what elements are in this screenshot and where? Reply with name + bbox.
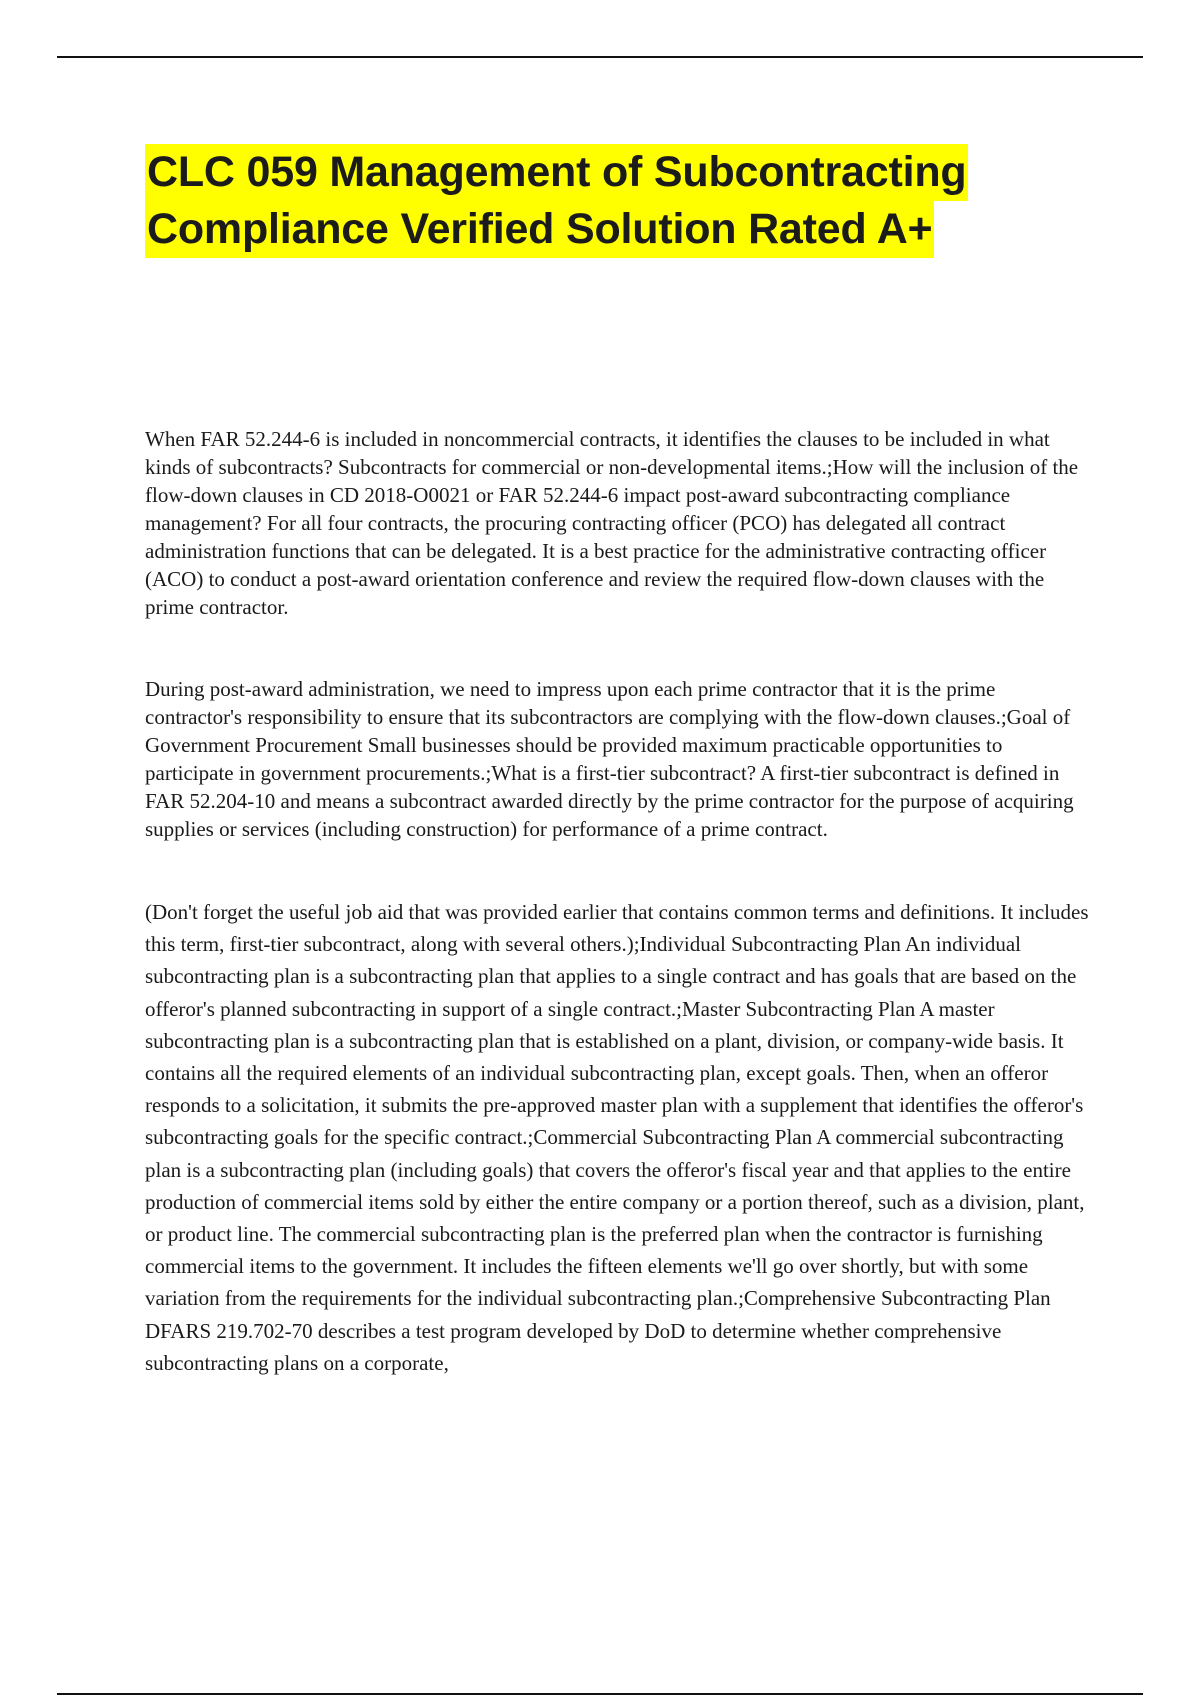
paragraph-1-block xyxy=(145,425,1090,621)
paragraph-1: When FAR 52.244-6 is included in noncommercial contracts, it identifies the clauses to be included in what kinds of subcontracts? Subcontracts for commercial or non-developmental items.;How will the inclusion of the flow-down clauses in CD 2018-O0021 or FAR 52.244-6 impact post-award subcontracting compliance management? For all four contracts, the procuring contracting officer (PCO) has delegated all contract administration functions that can be delegated. It is a best practice for the administrative contracting officer (ACO) to conduct a post-award orientation conference and review the required flow-down clauses with the prime contractor. xyxy=(145,427,1079,619)
document-title xyxy=(145,144,1089,258)
title-line-1: CLC 059 Management of Subcontracting xyxy=(145,144,968,201)
top-divider xyxy=(57,56,1143,58)
title-line-2: Compliance Verified Solution Rated A+ xyxy=(145,201,934,258)
paragraph-2: During post-award administration, we need to impress upon each prime contractor that it is the prime contractor's responsibility to ensure that its subcontractors are complying with the flow-down clauses.;Goal of Government Procurement Small businesses should be provided maximum practicable opportunities to participate in government procurements.;What is a first-tier subcontract? A first-tier subcontract is defined in FAR 52.204-10 and means a subcontract awarded directly by the prime contractor for the purpose of acquiring supplies or services (including construction) for performance of a prime contract. xyxy=(145,677,1074,841)
paragraph-3: (Don't forget the useful job aid that was provided earlier that contains common terms and definitions. It includes this term, first-tier subcontract, along with several others.);Individual Subcontracting Plan An individual subcontracting plan is a subcontracting plan that applies to a single contract and has goals that are based on the offeror's planned subcontracting in support of a single contract.;Master Subcontracting Plan A master subcontracting plan is a subcontracting plan that is established on a plant, division, or company-wide basis. It contains all the required elements of an individual subcontracting plan, except goals. Then, when an offeror responds to a solicitation, it submits the pre-approved master plan with a supplement that identifies the offeror's subcontracting goals for the specific contract.;Commercial Subcontracting Plan A commercial subcontracting plan is a subcontracting plan (including goals) that covers the offeror's fiscal year and that applies to the entire production of commercial items sold by either the entire company or a portion thereof, such as a division, plant, or product line. The commercial subcontracting plan is the preferred plan when the contractor is furnishing commercial items to the government. It includes the fifteen elements we'll go over shortly, but with some variation from the requirements for the individual subcontracting plan.;Comprehensive Subcontracting Plan DFARS 219.702-70 describes a test program developed by DoD to determine whether comprehensive subcontracting plans on a corporate, xyxy=(145,900,1089,1375)
paragraph-3-block xyxy=(145,896,1090,1379)
paragraph-2-block xyxy=(145,675,1090,843)
bottom-divider xyxy=(57,1693,1143,1695)
